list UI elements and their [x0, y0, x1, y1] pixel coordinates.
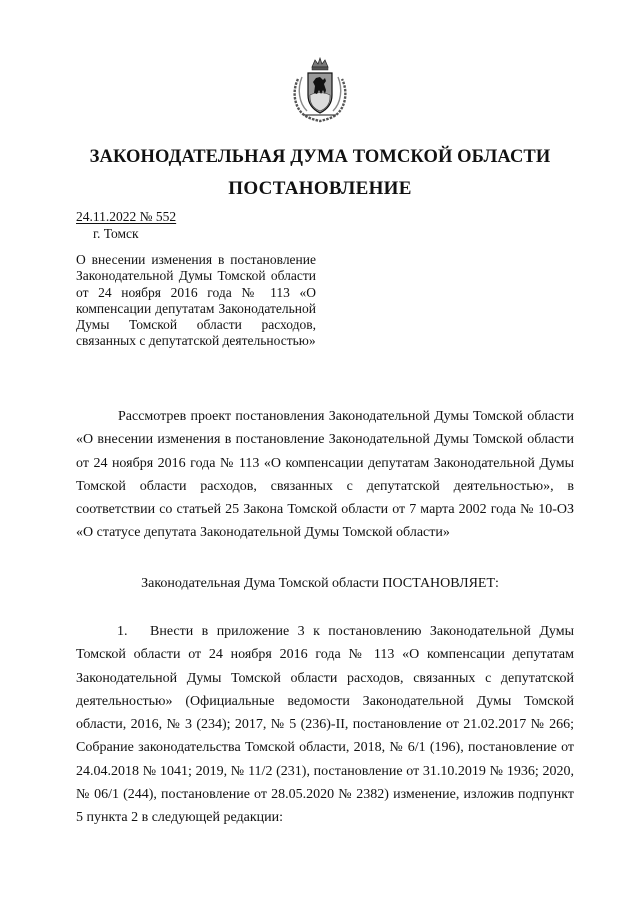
item-paragraph: Внести в приложение 3 к постановлению Законодательной Думы Томской области от 24 ноября 2016 года № 113 «О компенсации депутатам Законодательной Думы Томской области расходов, связанных с депутатской деятельностью» (Официальные ведомости Законодательной Думы Томской области, 2016, № 3 (234); 2017, № 5 (236)-II, постановление от 21.02.2017 № 266; Собрание законодательства Томской области, 2018, № 6/1 (196), постановление от 24.04.2018 № 1041; 2019, № 11/2 (231), постановление от 31.10.2019 № 1936; 2020, № 06/1 (244), постановление от 28.05.2020 № 2382) изменение, изложив подпункт 5 пункта 2 в следующей редакции: [76, 624, 574, 826]
organization-title: ЗАКОНОДАТЕЛЬНАЯ ДУМА ТОМСКОЙ ОБЛАСТИ [89, 147, 551, 167]
item-number: 1. [117, 624, 128, 639]
resolve-statement: Законодательная Дума Томской области ПОСТАНОВЛЯЕТ: [141, 576, 499, 591]
document-subject: О внесении изменения в постановление Законодательной Думы Томской области от 24 ноября 2016 года № 113 «О компенсации депутатам Законодательной Думы Томской области расходов, связанных с депутатской деятельностью» [76, 252, 316, 349]
document-type-title: ПОСТАНОВЛЕНИЕ [228, 178, 412, 199]
document-city: г. Томск [93, 226, 139, 241]
document-date-number: 24.11.2022 № 552 [76, 209, 177, 224]
preamble-paragraph: Рассмотрев проект постановления Законодательной Думы Томской области «О внесении изменения в постановление Законодательной Думы Томской области от 24 ноября 2016 года № 113 «О компенсации депутатам Законодательной Думы Томской области расходов, связанных с депутатской деятельностью», в соответствии со статьей 25 Закона Томской области от 7 марта 2002 года № 10-ОЗ «О статусе депутата Законодательной Думы Томской области» [76, 409, 574, 541]
coat-of-arms-icon [290, 57, 350, 123]
